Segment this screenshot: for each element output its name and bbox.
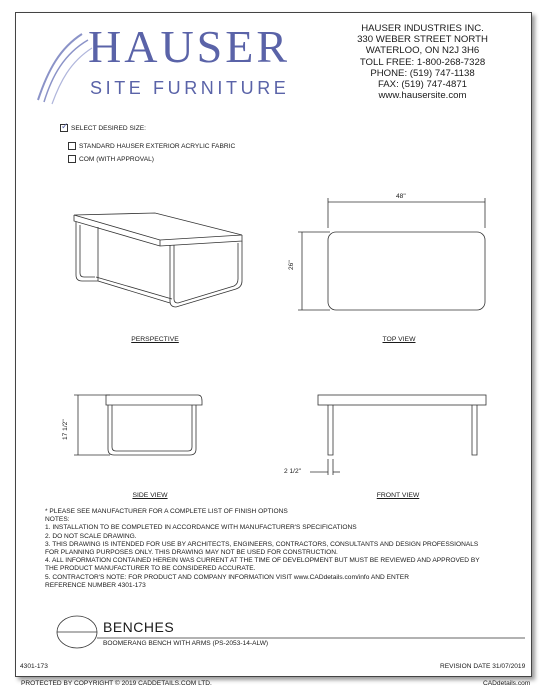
height-dimension: 17 1/2"	[62, 419, 69, 440]
company-name: HAUSER INDUSTRIES INC.	[361, 23, 484, 34]
logo-name: HAUSER	[88, 21, 291, 72]
side-view	[70, 385, 210, 465]
note-line: REFERENCE NUMBER 4301-173	[45, 581, 146, 589]
option-com[interactable]	[68, 155, 154, 163]
depth-dimension: 26"	[288, 260, 295, 270]
note-line: FOR PLANNING PURPOSES ONLY. THIS DRAWING MAY NOT BE USED FOR CONSTRUCTION.	[45, 549, 338, 557]
company-fax: FAX: (519) 747-4871	[377, 79, 468, 91]
checkbox-icon[interactable]	[68, 155, 76, 163]
note-line: 2. DO NOT SCALE DRAWING.	[45, 532, 137, 540]
note-line: THE PRODUCT MANUFACTURER TO BE CONSIDERED ACCURATE.	[45, 565, 256, 573]
size-option-label: SELECT DESIRED SIZE:	[71, 124, 146, 132]
company-phone: PHONE: (519) 747-1138	[370, 67, 475, 79]
width-dimension: 48"	[396, 193, 406, 200]
front-view	[300, 385, 500, 485]
note-line: 1. INSTALLATION TO BE COMPLETED IN ACCORDANCE WITH MANUFACTURER'S SPECIFICATIONS	[45, 524, 357, 532]
notes-block	[45, 508, 495, 590]
company-website[interactable]: www.hausersite.com	[378, 90, 467, 102]
company-info	[340, 23, 505, 101]
revision-date: REVISION DATE 31/07/2019	[440, 663, 526, 670]
option-com-label: COM (WITH APPROVAL)	[79, 155, 154, 163]
caddetails-link[interactable]: CADdetails.com	[483, 680, 531, 687]
top-view-label: TOP VIEW	[382, 336, 416, 343]
front-view-label: FRONT VIEW	[376, 492, 420, 499]
checkbox-icon[interactable]	[68, 142, 76, 150]
drawing-subtitle: BOOMERANG BENCH WITH ARMS (PS-2053-14-ALW)	[103, 640, 269, 647]
notes-header: NOTES:	[45, 516, 70, 524]
company-city: WATERLOO, ON N2J 3H6	[365, 45, 480, 57]
finish-note: * PLEASE SEE MANUFACTURER FOR A COMPLETE LIST OF FINISH OPTIONS	[45, 508, 288, 515]
company-street: 330 WEBER STREET NORTH	[357, 34, 488, 46]
perspective-view	[60, 205, 250, 330]
note-line: 4. ALL INFORMATION CONTAINED HEREIN WAS CURRENT AT THE TIME OF DEVELOPMENT BUT MUST BE REVIEWED AND APPROVED BY	[45, 557, 480, 565]
size-option-header	[60, 121, 146, 132]
option-acrylic-fabric[interactable]	[68, 142, 235, 150]
top-view	[280, 192, 500, 327]
leg-dimension: 2 1/2"	[284, 468, 302, 475]
note-line: 5. CONTRACTOR'S NOTE: FOR PRODUCT AND COMPANY INFORMATION VISIT www.CADdetails.com/info AND ENTER	[45, 573, 409, 581]
logo-tagline: SITE FURNITURE	[90, 78, 290, 98]
drawing-title: BENCHES	[103, 619, 175, 635]
copyright-text: PROTECTED BY COPYRIGHT © 2019 CADDETAILS.COM LTD.	[21, 680, 212, 687]
perspective-label: PERSPECTIVE	[131, 336, 179, 343]
checked-checkbox-icon[interactable]: ✓	[61, 121, 69, 131]
company-tollfree: TOLL FREE: 1-800-268-7328	[359, 56, 486, 68]
option-acrylic-label: STANDARD HAUSER EXTERIOR ACRYLIC FABRIC	[79, 142, 236, 150]
reference-number: 4301-173	[20, 663, 48, 670]
note-line: 3. THIS DRAWING IS INTENDED FOR USE BY ARCHITECTS, ENGINEERS, CONTRACTORS, CONSULTANTS AND DESIGN PROFESSIONALS	[45, 540, 479, 548]
side-view-label: SIDE VIEW	[132, 492, 168, 499]
